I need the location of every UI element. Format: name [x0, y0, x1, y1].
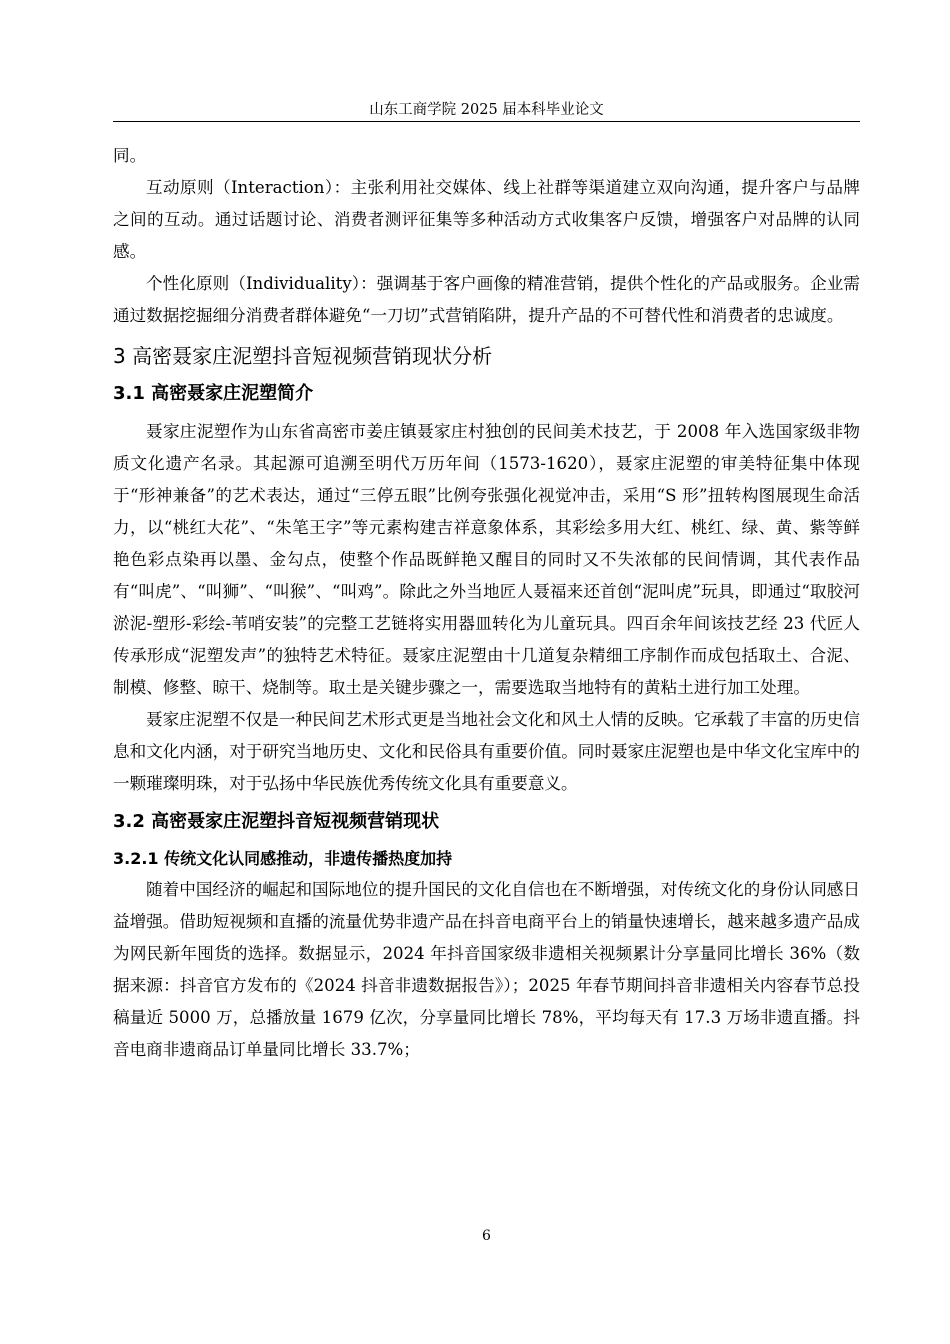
paragraph-intro-1: 聂家庄泥塑作为山东省高密市姜庄镇聂家庄村独创的民间美术技艺，于 2008 年入选国家级非物质文化遗产名录。其起源可追溯至明代万历年间（1573-1620），聂家庄泥塑的审美特征集中体现于“形神兼备”的艺术表达，通过“三停五眼”比例夸张强化视觉冲击，采用“S 形”扭转构图展现生命活力，以“桃红大花”、“朱笔王字”等元素构建吉祥意象体系，其彩绘多用大红、桃红、绿、黄、紫等鲜艳色彩点染再以墨、金勾点，使整个作品既鲜艳又醒目的同时又不失浓郁的民间情调，其代表作品有“叫虎”、“叫狮”、“叫猴”、“叫鸡”。除此之外当地匠人聂福来还首创“泥叫虎”玩具，即通过“取胶河淤泥-塑形-彩绘-苇哨安装”的完整工艺链将实用器皿转化为儿童玩具。四百余年间该技艺经 23 代匠人传承形成“泥塑发声”的独特艺术特征。聂家庄泥塑由十几道复杂精细工序制作而成包括取土、合泥、制模、修整、晾干、烧制等。取土是关键步骤之一，需要选取当地特有的黄粘土进行加工处理。	[113, 422, 860, 697]
paragraph-3-2-1: 随着中国经济的崛起和国际地位的提升国民的文化自信也在不断增强，对传统文化的身份认同感日益增强。借助短视频和直播的流量优势非遗产品在抖音电商平台上的销量快速增长，越来越多遗产品成为网民新年囤货的选择。数据显示，2024 年抖音国家级非遗相关视频累计分享量同比增长 36%（数据来源：抖音官方发布的《2024 抖音非遗数据报告》）；2025 年春节期间抖音非遗相关内容春节总投稿量近 5000 万，总播放量 1679 亿次，分享量同比增长 78%，平均每天有 17.3 万场非遗直播。抖音电商非遗商品订单量同比增长 33.7%；	[113, 880, 860, 1059]
paragraph-interaction-principle: 互动原则（Interaction）：主张利用社交媒体、线上社群等渠道建立双向沟通，提升客户与品牌之间的互动。通过话题讨论、消费者测评征集等多种活动方式收集客户反馈，增强客户对品牌的认同感。	[113, 178, 860, 261]
section-heading-3-2: 3.2 高密聂家庄泥塑抖音短视频营销现状	[113, 811, 440, 832]
paragraph-continuation: 同。	[113, 146, 147, 165]
paragraph-intro-2: 聂家庄泥塑不仅是一种民间艺术形式更是当地社会文化和风土人情的反映。它承载了丰富的历史信息和文化内涵，对于研究当地历史、文化和民俗具有重要价值。同时聂家庄泥塑也是中华文化宝库中的一颗璀璨明珠，对于弘扬中华民族优秀传统文化具有重要意义。	[113, 710, 860, 793]
paper-body	[113, 140, 860, 1066]
section-heading-3-2-1: 3.2.1 传统文化认同感推动，非遗传播热度加持	[113, 849, 453, 868]
page-number: 6	[482, 1228, 491, 1244]
section-heading-3: 3 高密聂家庄泥塑抖音短视频营销现状分析	[113, 344, 493, 368]
section-heading-3-1: 3.1 高密聂家庄泥塑简介	[113, 383, 314, 404]
page-header: 山东工商学院 2025 届本科毕业论文	[369, 102, 604, 118]
header-divider	[113, 121, 860, 122]
paragraph-individuality-principle: 个性化原则（Individuality）：强调基于客户画像的精准营销，提供个性化的产品或服务。企业需通过数据挖掘细分消费者群体避免“一刀切”式营销陷阱，提升产品的不可替代性和消费者的忠诚度。	[113, 274, 860, 325]
